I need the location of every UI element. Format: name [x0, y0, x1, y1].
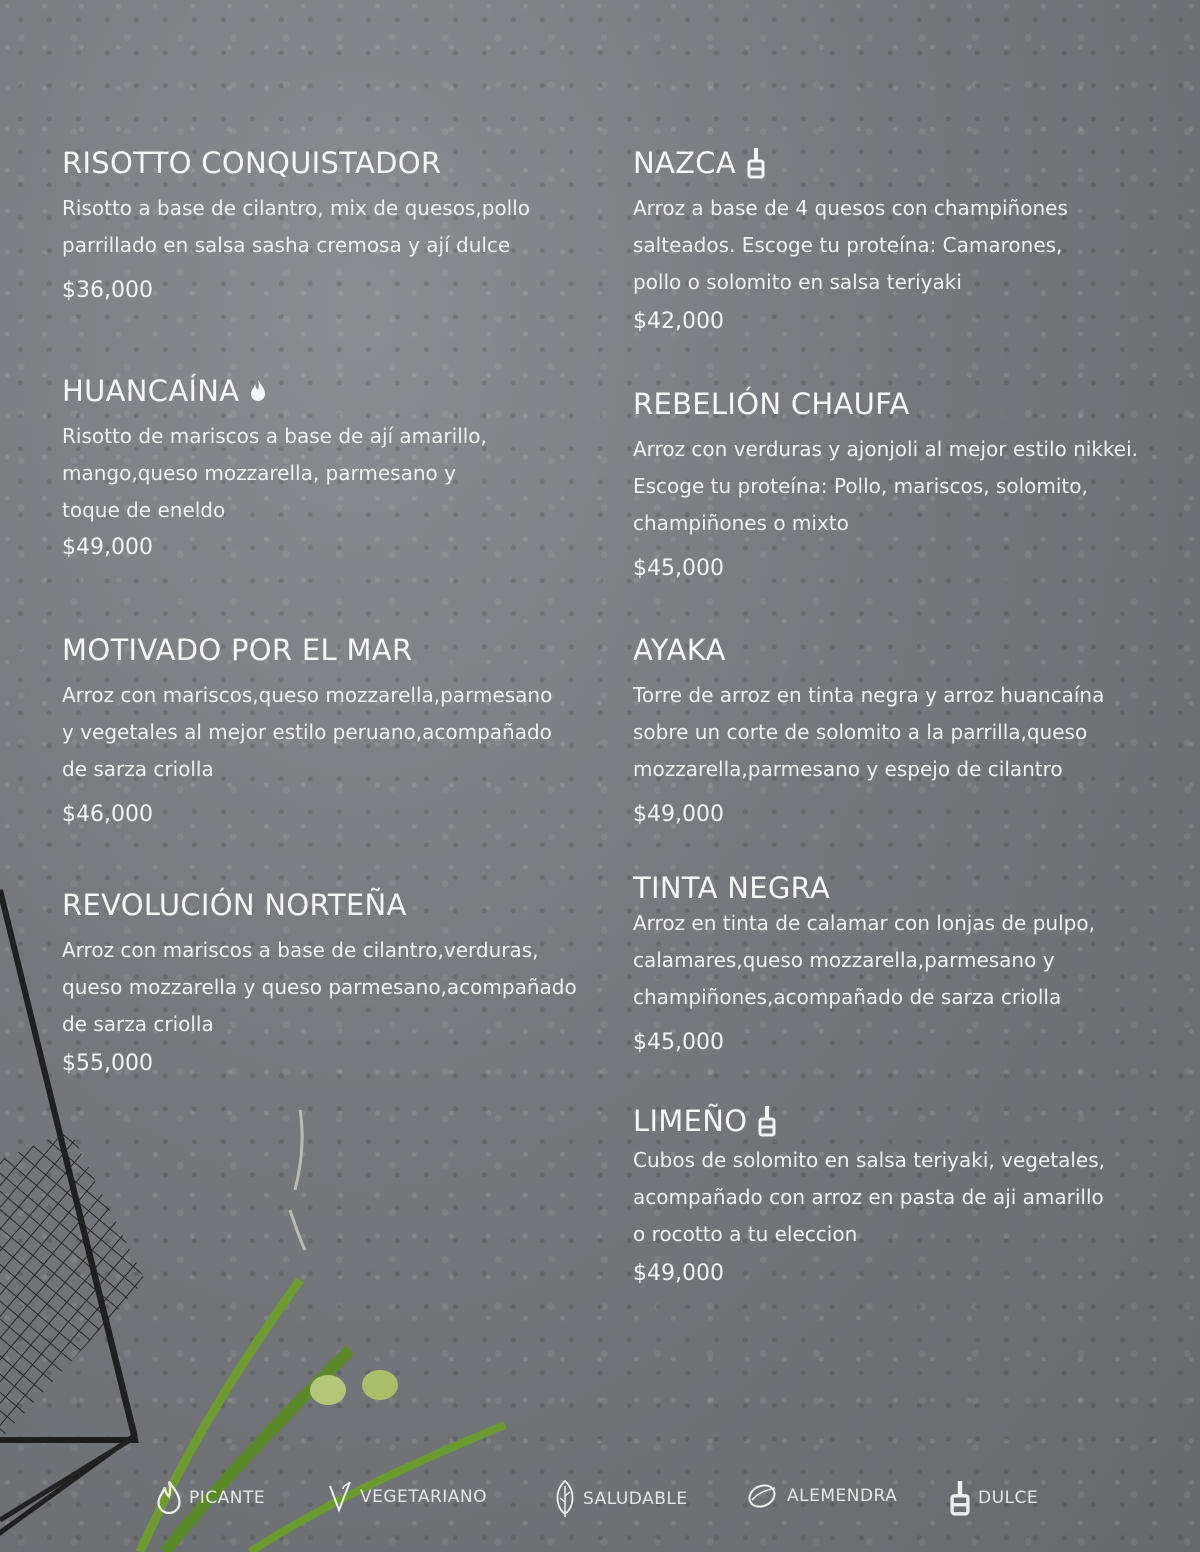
dish-title: TINTA NEGRA	[633, 871, 831, 905]
fire-icon	[155, 1480, 183, 1516]
dish-title: HUANCAÍNA	[62, 374, 607, 408]
legend-label: DULCE	[978, 1488, 1039, 1508]
legend-item-dulce	[948, 1480, 1038, 1516]
legend-item-alemendra	[747, 1480, 897, 1512]
legend-item-picante	[155, 1480, 265, 1516]
dish-title: AYAKA	[633, 633, 726, 667]
dish-description: Arroz en tinta de calamar con lonjas de pulpo, calamares,queso mozzarella,parmesano y champiñones,acompañado de sarza criolla	[633, 911, 1095, 1009]
sweet-icon	[948, 1480, 972, 1516]
legend-item-saludable	[553, 1480, 688, 1518]
dish-price: $49,000	[633, 802, 724, 827]
dish-price: $42,000	[633, 309, 724, 334]
dish-description: Cubos de solomito en salsa teriyaki, vegetales, acompañado con arroz en pasta de aji amarillo o rocotto a tu eleccion	[633, 1148, 1105, 1246]
dish-price: $49,000	[62, 535, 153, 560]
legend-label: PICANTE	[189, 1488, 266, 1508]
dish-title: NAZCA	[633, 146, 1163, 180]
menu-item	[633, 633, 1163, 833]
menu-item	[633, 1104, 1163, 1292]
dish-title: REVOLUCIÓN NORTEÑA	[62, 888, 407, 922]
sweet-icon	[757, 1105, 777, 1137]
almond-icon	[747, 1480, 781, 1512]
dish-description: Risotto de mariscos a base de ají amarillo, mango,queso mozzarella, parmesano y toque de eneldo	[62, 424, 487, 522]
legend-label: VEGETARIANO	[360, 1487, 488, 1507]
dish-description: Arroz a base de 4 quesos con champiñones salteados. Escoge tu proteína: Camarones, pollo o solomito en salsa teriyaki	[633, 196, 1068, 294]
dish-description: Torre de arroz en tinta negra y arroz huancaína sobre un corte de solomito a la parrilla,queso mozzarella,parmesano y espejo de cilantro	[633, 683, 1105, 781]
dish-price: $45,000	[633, 556, 724, 581]
menu-item	[62, 374, 607, 566]
legend-item-vegetariano	[328, 1480, 487, 1514]
dish-price: $45,000	[633, 1030, 724, 1055]
menu-item	[62, 146, 607, 309]
sweet-icon	[746, 147, 766, 179]
dish-price: $46,000	[62, 802, 153, 827]
dish-price: $55,000	[62, 1051, 153, 1076]
menu-item	[633, 146, 1163, 340]
menu-item	[633, 871, 1163, 1061]
dish-price: $36,000	[62, 278, 153, 303]
legend-label: ALEMENDRA	[787, 1486, 898, 1506]
vegetarian-icon	[328, 1480, 354, 1514]
dish-price: $49,000	[633, 1261, 724, 1286]
fire-icon	[249, 379, 267, 403]
dish-title: RISOTTO CONQUISTADOR	[62, 146, 442, 180]
menu-item	[62, 633, 607, 833]
leaf-icon	[553, 1480, 577, 1518]
dish-description: Arroz con mariscos,queso mozzarella,parmesano y vegetales al mejor estilo peruano,acompañado de sarza criolla	[62, 683, 553, 781]
dish-title: LIMEÑO	[633, 1104, 1163, 1138]
dish-description: Arroz con mariscos a base de cilantro,verduras, queso mozzarella y queso parmesano,acompañado de sarza criolla	[62, 938, 577, 1036]
menu-item	[62, 888, 607, 1082]
dish-title: REBELIÓN CHAUFA	[633, 387, 910, 421]
dish-description: Risotto a base de cilantro, mix de quesos,pollo parrillado en salsa sasha cremosa y ají dulce	[62, 196, 530, 257]
dish-description: Arroz con verduras y ajonjoli al mejor estilo nikkei. Escoge tu proteína: Pollo, mariscos, solomito, champiñones o mixto	[633, 437, 1139, 535]
dish-title: MOTIVADO POR EL MAR	[62, 633, 413, 667]
icon-legend	[150, 1470, 1050, 1530]
legend-label: SALUDABLE	[583, 1489, 688, 1509]
menu-item	[633, 387, 1163, 587]
